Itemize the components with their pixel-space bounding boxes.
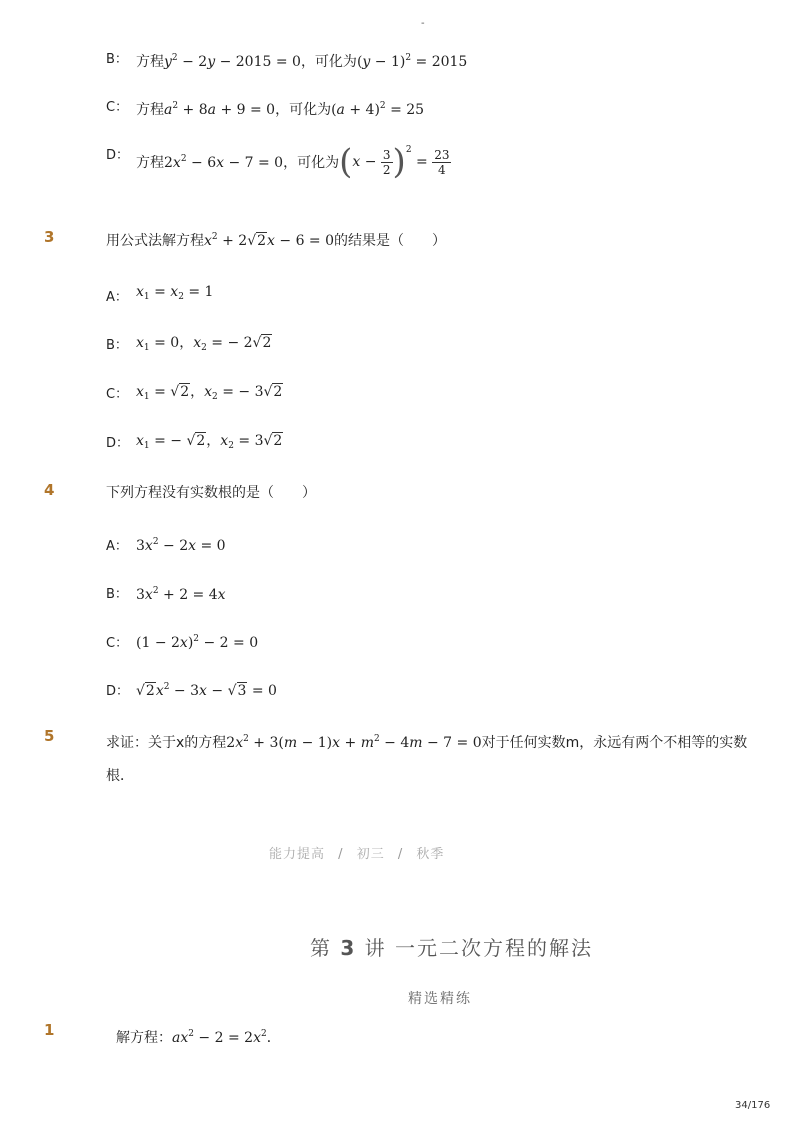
section-title: 精选精练 — [408, 991, 472, 1007]
question-1-stem: 解方程：$ax^2 - 2 = 2x^2$． — [116, 1029, 281, 1046]
q4-option-d: $√2x^2 - 3x - √3 = 0$ — [136, 682, 277, 699]
option-prefix: 方程 — [136, 155, 164, 171]
q4-option-b: $3x^2 + 2 = 4x$ — [136, 586, 226, 603]
breadcrumb-separator: / — [338, 847, 344, 862]
q3-option-a: $x_1 = x_2 = 1$ — [136, 284, 214, 302]
q3-option-label-d: D： — [106, 436, 130, 451]
stem-prefix: 用公式法解方程 — [106, 233, 204, 249]
q3-option-d: $x_1$ = − √2，$x_2 = 3√2$ — [136, 433, 283, 451]
breadcrumb-separator: / — [397, 847, 404, 862]
option-prefix: 方程 — [136, 102, 164, 118]
question-4-stem: 下列方程没有实数根的是（ ） — [106, 485, 316, 501]
fraction-23-4: $\frac{23}{4}$ — [434, 147, 450, 177]
option-middle: ，可化为 — [300, 54, 357, 70]
lecture-prefix: 第 — [310, 936, 332, 960]
option-middle: ，可化为 — [275, 102, 332, 118]
top-mark: - — [421, 18, 425, 29]
q3-option-label-c: C： — [106, 387, 129, 402]
q3-option-label-b: B： — [106, 338, 128, 353]
option-prefix: 方程 — [136, 54, 164, 70]
stem-prefix: 解方程： — [116, 1030, 172, 1046]
breadcrumb-grade: 初三 — [356, 847, 385, 862]
q3-option-label-a: A： — [106, 290, 128, 305]
q4-option-label-c: C： — [106, 636, 129, 651]
stem-suffix: 的结果是（ ） — [334, 233, 447, 249]
comma: ， — [179, 335, 194, 351]
q4-option-label-b: B： — [106, 587, 128, 602]
question-3-stem: 用公式法解方程$x^2 + 2√2x - 6 = 0$的结果是（ ） — [106, 232, 447, 249]
q3-option-c: $x_1 = √2$，$x_2$ = − 3√2 — [136, 384, 283, 402]
option-label-b: B： — [106, 52, 128, 67]
fraction-3-2: $\frac{3}{2}$ — [382, 147, 391, 177]
q2-option-b: 方程$y^2 - 2y - 2015 = 0$，可化为$(y - 1)^2 = 2015$ — [136, 53, 468, 70]
q2-option-d: 方程$2x^2 - 6x - 7 = 0$，可化为(x − $\frac{3}{2}$ )$^2$ = $\frac{23}{4}$ — [136, 142, 450, 182]
lecture-suffix: 讲 一元二次方程的解法 — [364, 936, 593, 960]
question-5-stem: 求证：关于x的方程$2x^2 + 3(m - 1)x + m^2 - 4m - 7 = 0$对于任何实数m，永远有两个不相等的实数 — [106, 734, 748, 751]
q4-option-a: $3x^2 - 2x = 0$ — [136, 537, 226, 554]
q4-option-c: $(1 - 2x)^2 - 2 = 0$ — [136, 634, 259, 651]
q3-option-b: $x_1 = 0$，$x_2$ = − 2√2 — [136, 335, 272, 353]
option-label-c: C： — [106, 100, 129, 115]
lecture-title — [310, 932, 593, 961]
page-number: 34/176 — [735, 1100, 771, 1111]
comma: ， — [190, 384, 205, 400]
q4-option-label-d: D： — [106, 684, 130, 699]
q2-option-c: 方程$a^2 + 8a + 9 = 0$，可化为$(a + 4)^2 = 25$ — [136, 101, 425, 118]
category-breadcrumb — [269, 843, 444, 862]
question-number-3: 3 — [44, 228, 55, 246]
q4-option-label-a: A： — [106, 539, 128, 554]
stem-suffix: ． — [266, 1030, 281, 1046]
stem-prefix: 求证：关于x的方程 — [106, 735, 227, 751]
question-number-4: 4 — [44, 481, 55, 499]
option-label-d: D： — [106, 148, 130, 163]
question-5-stem-line2: 根． — [106, 768, 134, 784]
question-number-5: 5 — [44, 727, 55, 745]
stem-suffix: 对于任何实数m，永远有两个不相等的实数 — [481, 735, 748, 751]
option-middle: ，可化为 — [283, 155, 340, 171]
question-number-1: 1 — [44, 1021, 55, 1039]
lecture-number: 3 — [340, 936, 357, 960]
breadcrumb-season: 秋季 — [416, 847, 445, 862]
breadcrumb-subject: 能力提高 — [269, 847, 326, 862]
comma: ， — [206, 433, 221, 449]
